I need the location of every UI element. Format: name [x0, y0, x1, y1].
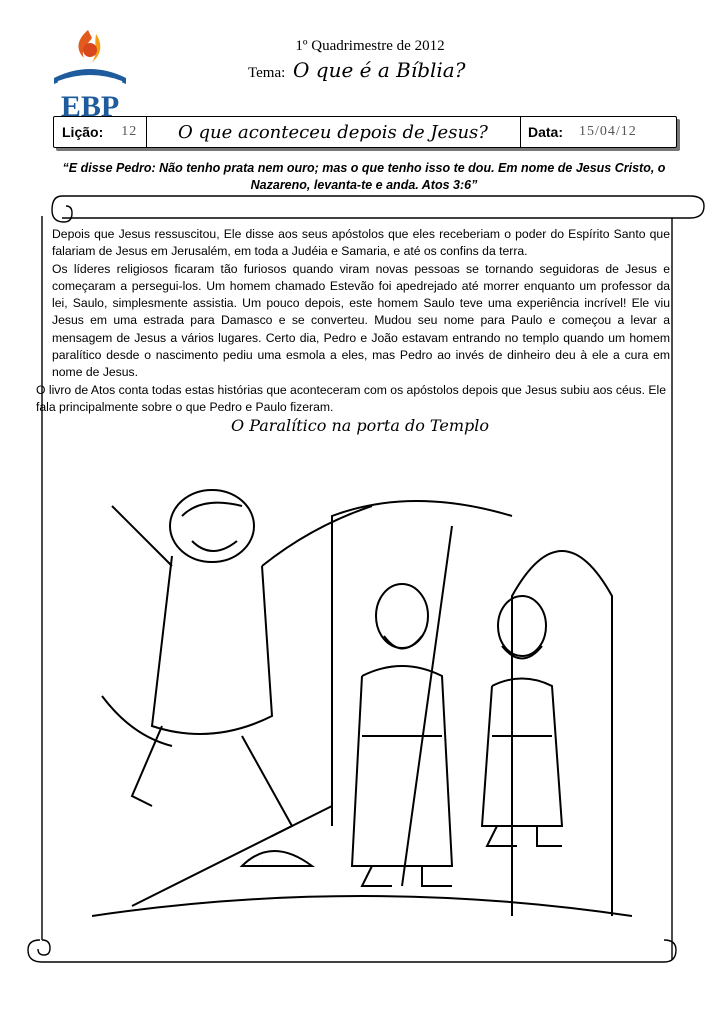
quadrimester-label: 1º Quadrimestre de 2012 [295, 38, 445, 54]
data-value: 15/04/12 [579, 124, 637, 139]
tema-title: O que é a Bíblia? [293, 58, 466, 82]
coloring-illustration-icon [92, 446, 632, 926]
lesson-body [36, 226, 670, 416]
illustration-title: O Paralítico na porta do Templo [231, 416, 489, 435]
licao-label: Lição: [62, 124, 104, 140]
paragraph: Os líderes religiosos ficaram tão furiosos quando viram novas pessoas se tornando seguidoras de Jesus e começaram a persegui-los. Um homem chamado Estevão foi apedrejado até morrer enquanto um professor da lei, Saulo, simplesmente assistia. Um pouco depois, este homem Saulo teve uma experiência incrível! Ele viu Jesus em uma estrada para Damasco e se converteu. Mudou seu nome para Paulo e começou a levar a mensagem de Jesus a vários lugares. Certo dia, Pedro e João estavam entrando no templo quando um homem paralítico desde o nascimento pediu uma esmola a eles, mas Pedro ao invés de dinheiro deu à ele a cura em nome de Jesus. [52, 261, 670, 380]
paralytic-illustration [92, 446, 632, 926]
data-label: Data: [528, 124, 564, 140]
bible-verse: “E disse Pedro: Não tenho prata nem ouro; mas o que tenho isso te dou. Em nome de Jesus Cristo, o Nazareno, levanta-te e anda. Atos 3:6” [62, 161, 666, 192]
data-cell [520, 117, 676, 147]
paragraph: Depois que Jesus ressuscitou, Ele disse aos seus apóstolos que eles receberiam o poder do Espírito Santo que falariam de Jesus em Jerusalém, em toda a Judéia e Samaria, e até os confins da terra. [52, 227, 670, 259]
lesson-bar [53, 116, 677, 148]
flame-book-logo-icon [44, 24, 136, 120]
lesson-title-cell [146, 117, 520, 147]
lesson-title: O que aconteceu depois de Jesus? [178, 121, 488, 143]
ebp-logo [44, 24, 136, 120]
tema-label: Tema: [248, 65, 286, 81]
tema-line [248, 58, 465, 82]
paragraph: O livro de Atos conta todas estas histórias que aconteceram com os apóstolos depois que Jesus subiu aos céus. Ele fala principalmente sobre o que Pedro e Paulo fizeram. [36, 382, 667, 414]
licao-cell [54, 117, 146, 147]
licao-value: 12 [121, 124, 138, 139]
logo-text: EBP [60, 90, 120, 120]
